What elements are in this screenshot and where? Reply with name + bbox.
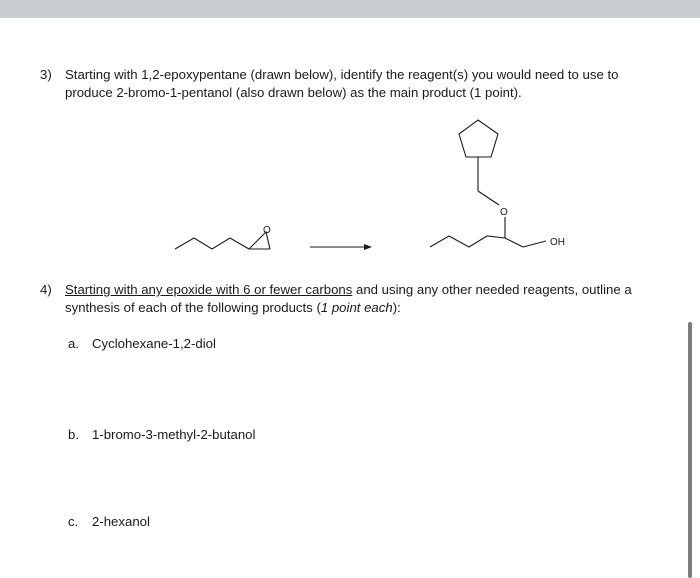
item-a-letter: a. xyxy=(68,336,79,351)
product-chain xyxy=(430,236,505,247)
question-4-text xyxy=(65,281,685,317)
item-b-letter: b. xyxy=(68,427,79,442)
epoxide-chain xyxy=(175,238,249,249)
product-structure xyxy=(430,120,546,247)
product-oxygen-label: O xyxy=(500,207,508,218)
question-4-points-italic: 1 point each xyxy=(320,300,393,315)
carbon-to-ch2-bond xyxy=(505,238,523,247)
ch2-to-oh-bond xyxy=(523,241,546,247)
reaction-arrow xyxy=(310,244,372,250)
question-4-underlined-phrase: Starting with any epoxide with 6 or fewer carbons xyxy=(65,282,353,297)
question-3-number: 3) xyxy=(40,67,52,82)
item-b-text: 1-bromo-3-methyl-2-butanol xyxy=(92,427,256,442)
item-a xyxy=(68,335,216,353)
question-4-line-1 xyxy=(65,281,685,299)
question-4-number: 4) xyxy=(40,282,52,297)
item-c-text: 2-hexanol xyxy=(92,514,150,529)
question-4-line-1-rest: and using any other needed reagents, outline a xyxy=(352,282,632,297)
item-c xyxy=(68,513,150,531)
item-a-text: Cyclohexane-1,2-diol xyxy=(92,336,216,351)
item-b xyxy=(68,426,255,444)
question-3-line-1: Starting with 1,2-epoxypentane (drawn below), identify the reagent(s) you would need to use to xyxy=(65,67,619,82)
cyclopentane-ring xyxy=(459,120,498,157)
epoxide-oxygen-label: O xyxy=(263,225,271,236)
ch2-to-o-bond xyxy=(478,191,499,205)
vertical-scrollbar[interactable] xyxy=(688,322,692,578)
question-3-line-2: produce 2-bromo-1-pentanol (also drawn below) as the main product (1 point). xyxy=(65,85,522,100)
product-hydroxyl-label: OH xyxy=(550,237,565,248)
item-c-letter: c. xyxy=(68,514,79,529)
question-4-line-2: synthesis of each of the following products (1 point each): xyxy=(65,300,401,315)
epoxide-structure xyxy=(175,232,270,249)
